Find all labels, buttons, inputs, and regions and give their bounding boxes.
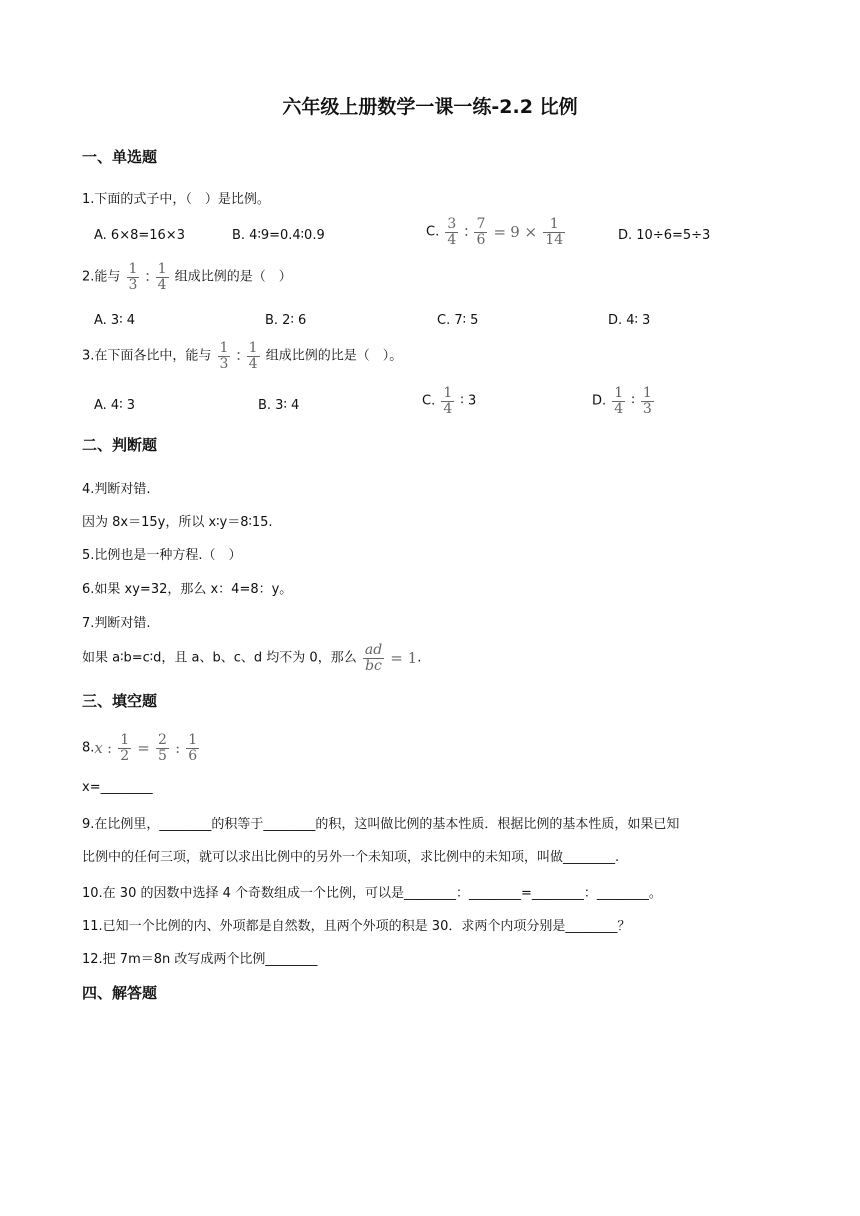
question-1-stem: 1.下面的式子中，（ ）是比例。 bbox=[82, 192, 270, 207]
q1-option-a: A. 6×8=16×3 bbox=[94, 228, 185, 243]
question-9-line-2: 比例中的任何三项，就可以求出比例中的另外一个未知项，求比例中的未知项，叫做________. bbox=[82, 850, 620, 865]
q1-c-colon: ∶ bbox=[464, 223, 469, 242]
q3-d-colon: ∶ bbox=[631, 393, 635, 409]
q1-c-fraction-2: $\frac{7}{6}$ bbox=[476, 216, 486, 248]
q7-text: 如果 a∶b=c∶d，且 a、b、c、d 均不为 0，那么 bbox=[82, 650, 357, 666]
q1-c-equals: = bbox=[493, 223, 507, 242]
question-6: 6.如果 xy=32，那么 x：4=8：y。 bbox=[82, 582, 293, 597]
q2-option-d: D. 4∶ 3 bbox=[608, 313, 651, 328]
q1-option-d: D. 10÷6=5÷3 bbox=[618, 228, 711, 243]
q3-prefix: 3.在下面各比中，能与 bbox=[82, 348, 212, 364]
q2-fraction-1: $\frac{1}{3}$ bbox=[128, 261, 138, 293]
question-3-stem bbox=[82, 341, 402, 371]
question-11: 11.已知一个比例的内、外项都是自然数，且两个外项的积是 30．求两个内项分别是________？ bbox=[82, 919, 631, 934]
q3-colon: ∶ bbox=[236, 347, 241, 366]
q3-c-suffix: ∶ 3 bbox=[460, 393, 477, 409]
q2-colon: ∶ bbox=[145, 268, 150, 287]
q3-option-c-label: C. bbox=[422, 393, 436, 409]
q7-end: . bbox=[417, 650, 422, 666]
question-5: 5.比例也是一种方程.（ ） bbox=[82, 548, 242, 563]
q2-option-a: A. 3∶ 4 bbox=[94, 313, 135, 328]
q3-c-fraction: $\frac{1}{4}$ bbox=[443, 385, 453, 417]
q2-suffix: 组成比例的是（ ） bbox=[174, 269, 292, 285]
q3-suffix: 组成比例的比是（ ）。 bbox=[265, 348, 403, 364]
q8-prefix: 8. bbox=[82, 740, 95, 756]
question-2-stem bbox=[82, 262, 292, 292]
q1-c-times: 9 × bbox=[510, 223, 538, 242]
q1-c-fraction-3: $\frac{1}{14}$ bbox=[545, 216, 564, 248]
q8-fraction-2: $\frac{2}{5}$ bbox=[158, 732, 167, 764]
q1-option-c bbox=[426, 217, 567, 247]
q2-fraction-2: $\frac{1}{4}$ bbox=[157, 261, 167, 293]
q3-option-c bbox=[422, 386, 476, 416]
q1-c-fraction-1: $\frac{3}{4}$ bbox=[447, 216, 457, 248]
section-heading-answer: 四、解答题 bbox=[82, 984, 158, 1002]
q2-prefix: 2.能与 bbox=[82, 269, 121, 285]
question-7-line-2 bbox=[82, 643, 421, 673]
q3-option-b: B. 3∶ 4 bbox=[258, 398, 300, 413]
q8-equals: = bbox=[137, 739, 150, 758]
q3-d-fraction-2: $\frac{1}{3}$ bbox=[642, 385, 652, 417]
q1-option-c-label: C. bbox=[426, 224, 440, 240]
page-title: 六年级上册数学一课一练-2.2 比例 bbox=[282, 96, 578, 118]
q8-fraction-3: $\frac{1}{6}$ bbox=[188, 732, 198, 764]
question-10: 10.在 30 的因数中选择 4 个奇数组成一个比例，可以是________：________=________：________。 bbox=[82, 886, 662, 901]
question-4-line-1: 4.判断对错. bbox=[82, 482, 151, 497]
question-9-line-1: 9.在比例里，________的积等于________的积，这叫做比例的基本性质．根据比例的基本性质，如果已知 bbox=[82, 817, 680, 832]
q2-option-b: B. 2∶ 6 bbox=[265, 313, 307, 328]
q7-equals: = 1 bbox=[390, 649, 418, 668]
q7-fraction: $\frac{ad}{bc}$ bbox=[364, 642, 383, 674]
q1-option-b: B. 4∶9=0.4∶0.9 bbox=[232, 228, 325, 243]
q3-d-fraction-1: $\frac{1}{4}$ bbox=[614, 385, 624, 417]
question-8-equation bbox=[82, 733, 201, 763]
section-heading-fill-in: 三、填空题 bbox=[82, 692, 158, 710]
q3-option-d bbox=[592, 386, 656, 416]
q3-option-a: A. 4∶ 3 bbox=[94, 398, 135, 413]
q3-option-d-label: D. bbox=[592, 393, 607, 409]
section-heading-single-choice: 一、单选题 bbox=[82, 148, 158, 166]
q8-fraction-1: $\frac{1}{2}$ bbox=[120, 732, 130, 764]
q3-fraction-1: $\frac{1}{3}$ bbox=[219, 340, 229, 372]
q8-colon-2: : bbox=[175, 739, 181, 758]
q2-option-c: C. 7∶ 5 bbox=[437, 313, 479, 328]
section-heading-judgement: 二、判断题 bbox=[82, 436, 158, 454]
q3-fraction-2: $\frac{1}{4}$ bbox=[248, 340, 258, 372]
question-7-line-1: 7.判断对错. bbox=[82, 616, 151, 631]
question-4-line-2: 因为 8x＝15y，所以 x∶y＝8∶15. bbox=[82, 515, 273, 530]
question-12: 12.把 7m＝8n 改写成两个比例________ bbox=[82, 952, 318, 967]
question-8-answer: x=________ bbox=[82, 780, 153, 795]
q8-x: x bbox=[94, 739, 103, 758]
q8-colon-1: : bbox=[107, 739, 113, 758]
